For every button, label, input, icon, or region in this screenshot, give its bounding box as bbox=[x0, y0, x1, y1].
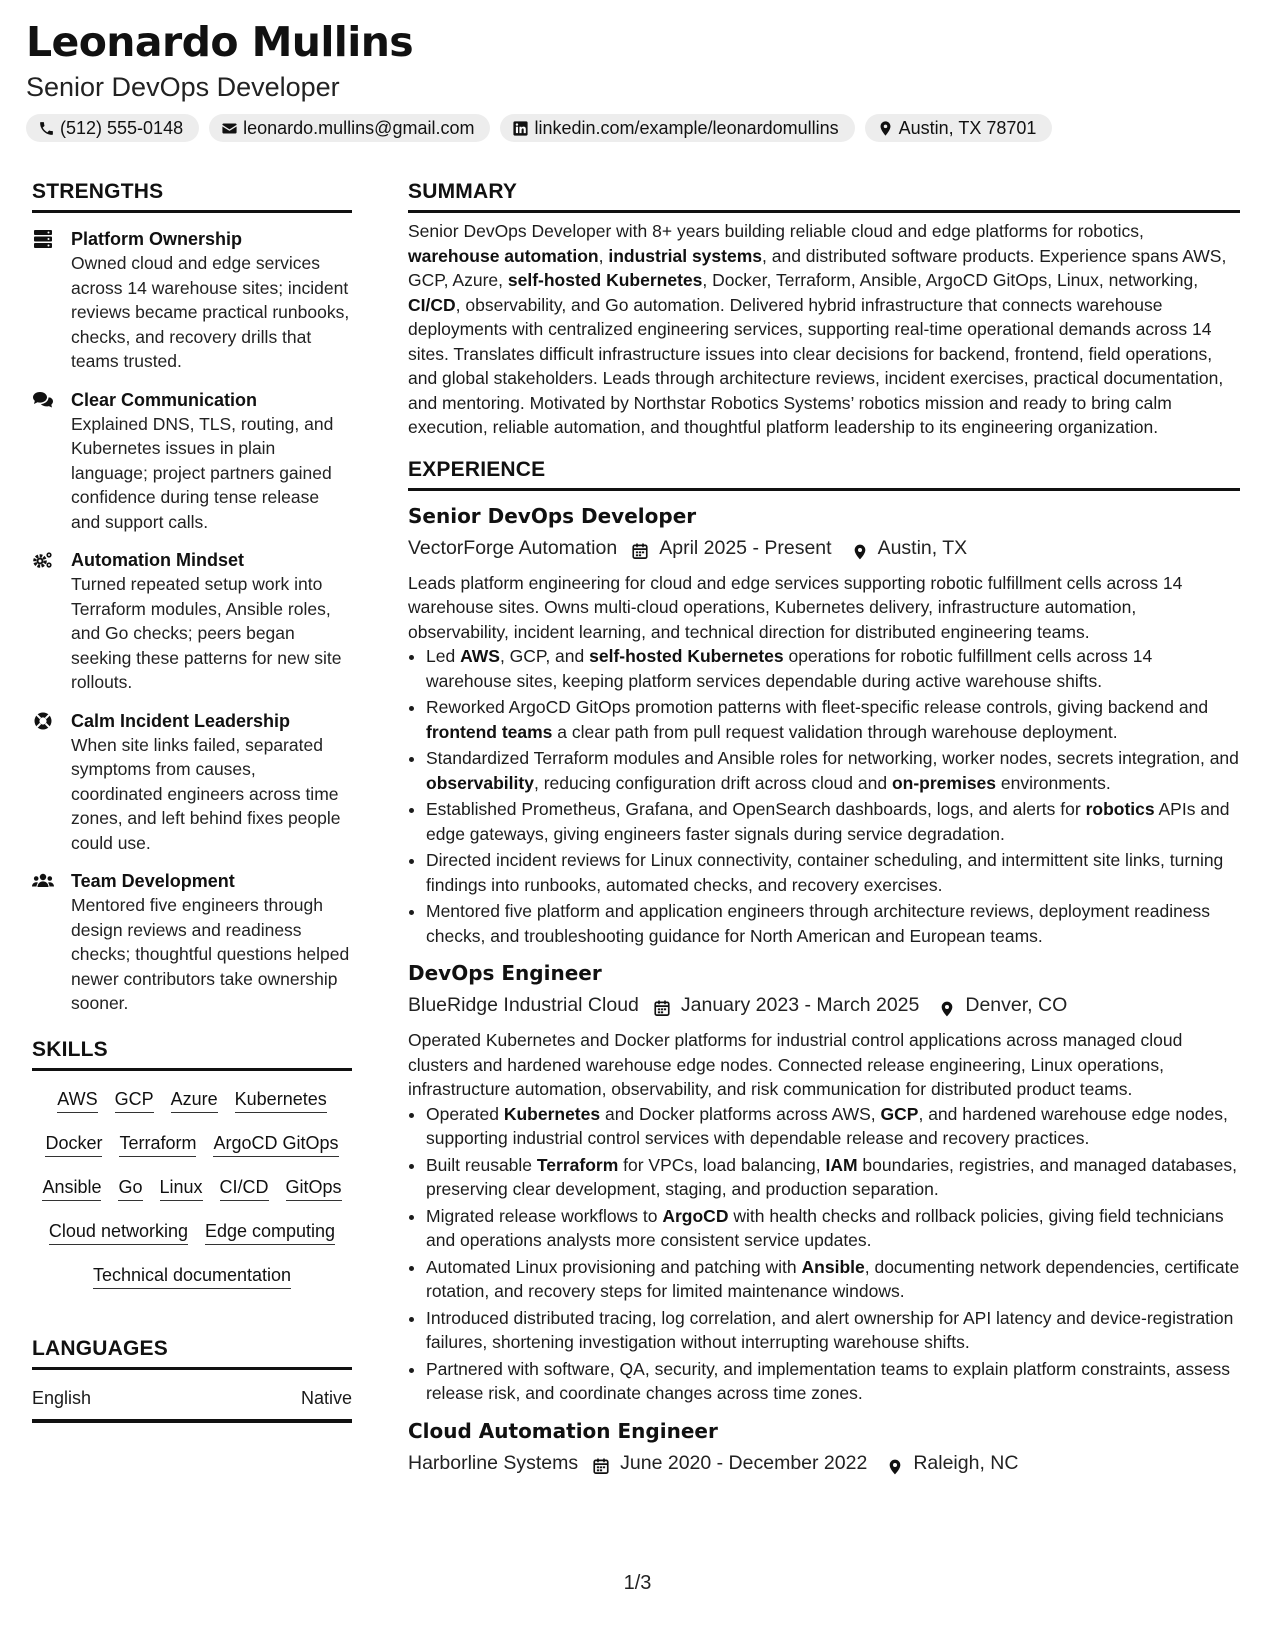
bullet-item bbox=[426, 1306, 1240, 1355]
job-company: BlueRidge Industrial Cloud bbox=[408, 994, 639, 1016]
location-pin-icon bbox=[877, 120, 894, 137]
skill-tag: Docker bbox=[45, 1131, 102, 1157]
strength-desc: Mentored five engineers through design reviews and readiness checks; thoughtful questions helped newer contributors take ownership sooner. bbox=[71, 895, 350, 1013]
experience-heading: EXPERIENCE bbox=[408, 458, 1240, 491]
job-dates: April 2025 - Present bbox=[659, 536, 832, 559]
skill-tag: Cloud networking bbox=[49, 1219, 188, 1245]
life-ring-icon bbox=[32, 711, 54, 731]
bullet-item bbox=[426, 1255, 1240, 1304]
contact-bar bbox=[26, 114, 1052, 142]
job-bullets bbox=[408, 644, 1240, 948]
server-stack-icon bbox=[32, 229, 54, 249]
contact-phone[interactable] bbox=[26, 114, 199, 142]
strength-title: Automation Mindset bbox=[71, 550, 244, 570]
job-meta bbox=[408, 990, 1240, 1020]
location-pin-icon bbox=[852, 539, 868, 557]
job-dates: January 2023 - March 2025 bbox=[680, 994, 920, 1016]
text-segment: , and hardened warehouse edge nodes, supporting industrial control services with dependable release and recovery practices. bbox=[426, 1103, 1228, 1148]
bullet-item bbox=[426, 848, 1240, 897]
strength-item bbox=[32, 388, 352, 535]
language-name: English bbox=[32, 1387, 92, 1408]
text-segment: Reworked ArgoCD GitOps promotion patterns with fleet-specific release controls, giving backend and bbox=[426, 697, 1209, 717]
strength-desc: Turned repeated setup work into Terraform modules, Ansible roles, and Go checks; peers began seeking these patterns for new site rollouts. bbox=[71, 574, 342, 692]
skill-tag: Linux bbox=[160, 1175, 203, 1201]
text-segment: Migrated release workflows to bbox=[426, 1205, 663, 1226]
location-pin-icon bbox=[887, 1454, 903, 1472]
job-entry bbox=[408, 958, 1240, 1406]
job-location: Denver, CO bbox=[965, 994, 1068, 1016]
bold-text: IAM bbox=[825, 1154, 858, 1175]
strength-item bbox=[32, 869, 352, 1016]
bullet-item bbox=[426, 1153, 1240, 1202]
email-icon bbox=[221, 120, 238, 137]
calendar-icon bbox=[653, 996, 671, 1014]
bullet-item bbox=[426, 1102, 1240, 1151]
skill-tag: Azure bbox=[171, 1087, 218, 1113]
skill-tag: GCP bbox=[115, 1087, 154, 1113]
calendar-icon bbox=[631, 539, 649, 557]
language-row bbox=[32, 1370, 352, 1423]
bullet-item bbox=[426, 1357, 1240, 1406]
languages-heading: LANGUAGES bbox=[32, 1337, 352, 1370]
strength-item bbox=[32, 227, 352, 374]
phone-icon bbox=[38, 120, 55, 137]
chat-bubbles-icon bbox=[32, 390, 54, 410]
job-meta bbox=[408, 533, 1240, 563]
text-segment: Mentored five platform and application engineers through architecture reviews, deployment readiness checks, and troubleshooting guidance for North American and European teams. bbox=[426, 901, 1211, 946]
text-segment: Partnered with software, QA, security, and implementation teams to explain platform constraints, assess release risk, and coordinate changes across time zones. bbox=[426, 1358, 1231, 1403]
text-segment: Established Prometheus, Grafana, and OpenSearch dashboards, logs, and alerts for bbox=[426, 799, 1086, 819]
bold-text: AWS bbox=[460, 646, 500, 666]
job-dates: June 2020 - December 2022 bbox=[620, 1451, 868, 1474]
job-company: VectorForge Automation bbox=[408, 536, 618, 559]
text-segment: Operated bbox=[426, 1103, 504, 1124]
skill-tag: Technical documentation bbox=[93, 1263, 291, 1289]
summary-heading: SUMMARY bbox=[408, 180, 1240, 213]
bold-text: on-premises bbox=[891, 772, 997, 793]
bold-text: Kubernetes bbox=[503, 1103, 601, 1124]
text-segment: and Docker platforms across AWS, bbox=[600, 1103, 881, 1124]
contact-location bbox=[865, 114, 1053, 142]
text-segment: environments. bbox=[996, 772, 1111, 793]
bold-text: self-hosted Kubernetes bbox=[589, 646, 784, 666]
bullet-item bbox=[426, 797, 1240, 846]
skill-tag: Go bbox=[118, 1175, 142, 1201]
job-location: Raleigh, NC bbox=[913, 1451, 1019, 1474]
left-column bbox=[32, 180, 352, 1423]
text-segment: Built reusable bbox=[426, 1154, 537, 1175]
job-title: DevOps Engineer bbox=[408, 961, 602, 985]
bold-text: robotics bbox=[1085, 799, 1155, 819]
strength-desc: Owned cloud and edge services across 14 warehouse sites; incident reviews became practical runbooks, checks, and recovery drills that teams trusted. bbox=[71, 253, 350, 371]
job-entry bbox=[408, 1416, 1240, 1478]
bullet-item bbox=[426, 695, 1240, 744]
text-segment: with health checks and rollback policies, giving field technicians and operations analysts more consistent service updates. bbox=[426, 1205, 1224, 1250]
job-location: Austin, TX bbox=[877, 536, 968, 559]
text-segment: Automated Linux provisioning and patching with bbox=[426, 1256, 802, 1277]
skill-tag: Edge computing bbox=[205, 1219, 335, 1245]
text-segment: operations for robotic fulfillment cells across 14 warehouse sites, keeping platform services dependable during active warehouse shifts. bbox=[426, 646, 1153, 691]
skills-heading: SKILLS bbox=[32, 1038, 352, 1071]
strength-item bbox=[32, 548, 352, 695]
strength-desc: When site links failed, separated symptoms from causes, coordinated engineers across time zones, and left behind fixes people could use. bbox=[71, 734, 341, 853]
skill-tag: ArgoCD GitOps bbox=[213, 1131, 338, 1157]
location-pin-icon bbox=[939, 996, 955, 1014]
bold-text: GCP bbox=[880, 1103, 919, 1124]
job-bullets bbox=[408, 1102, 1240, 1406]
strength-title: Clear Communication bbox=[71, 389, 258, 410]
linkedin-icon bbox=[512, 120, 529, 137]
users-icon bbox=[32, 871, 54, 891]
experience-list bbox=[408, 501, 1240, 1478]
text-segment: , observability, and Go automation. Delivered hybrid infrastructure that connects warehouse deployments with centralized engineering services, supporting real-time operational demands across 14 sites. Translates difficult infrastructure issues into clear decisions for backend, frontend, field operations, and global stakeholders. Leads through architecture reviews, incident exercises, practical documentation, and mentoring. Motivated by Northstar Robotics Systems’ robotics mission and ready to bring calm execution, reliable automation, and thoughtful platform leadership to its engineering organization. bbox=[408, 294, 1224, 437]
skills-section bbox=[32, 1038, 352, 1289]
contact-email-text: leonardo.mullins@gmail.com bbox=[243, 117, 475, 138]
candidate-role: Senior DevOps Developer bbox=[26, 72, 340, 102]
text-segment: Directed incident reviews for Linux connectivity, container scheduling, and intermittent site links, turning findings into runbooks, automated checks, and recovery exercises. bbox=[426, 850, 1224, 895]
text-segment: , documenting network dependencies, certificate rotation, and recovery steps for limited maintenance windows. bbox=[426, 1256, 1240, 1301]
text-segment: for VPCs, load balancing, bbox=[618, 1154, 826, 1175]
candidate-name: Leonardo Mullins bbox=[26, 18, 414, 66]
job-description: Operated Kubernetes and Docker platforms for industrial control applications across managed cloud clusters and hardened warehouse edge nodes. Connected release engineering, Linux operations, infrastructure automation, observability, and risk communication for distributed product teams. bbox=[408, 1030, 1183, 1099]
bullet-item bbox=[426, 899, 1240, 948]
bold-text: Ansible bbox=[801, 1256, 865, 1277]
page-number: 1/3 bbox=[623, 1572, 652, 1594]
bold-text: industrial systems bbox=[608, 245, 762, 266]
skill-tag: AWS bbox=[57, 1087, 97, 1113]
bullet-item bbox=[426, 1204, 1240, 1253]
skill-tag: GitOps bbox=[286, 1175, 342, 1201]
text-segment: Led bbox=[426, 646, 461, 666]
text-segment: APIs and edge gateways, giving engineers faster signals during service degradation. bbox=[426, 799, 1230, 844]
bold-text: self-hosted Kubernetes bbox=[507, 270, 703, 290]
job-title: Senior DevOps Developer bbox=[408, 503, 697, 528]
text-segment: , GCP, and bbox=[499, 646, 590, 666]
text-segment: , bbox=[598, 245, 609, 266]
skill-tag: Ansible bbox=[42, 1175, 101, 1201]
text-segment: boundaries, registries, and managed databases, preserving clear development, staging, and production separation. bbox=[426, 1154, 1237, 1199]
text-segment: , and distributed software products. Experience spans AWS, GCP, Azure, bbox=[408, 245, 1227, 290]
job-company: Harborline Systems bbox=[408, 1451, 579, 1474]
text-segment: Standardized Terraform modules and Ansible roles for networking, worker nodes, secrets integration, and bbox=[426, 748, 1239, 768]
skills-list bbox=[32, 1071, 352, 1289]
gears-icon bbox=[32, 550, 54, 570]
job-description: Leads platform engineering for cloud and edge services supporting robotic fulfillment cells across 14 warehouse sites. Owns multi-cloud operations, Kubernetes delivery, infrastructure automation, observability, incident learning, and technical direction for distributed engineering teams. bbox=[408, 572, 1183, 642]
contact-phone-text: (512) 555-0148 bbox=[60, 117, 184, 138]
bold-text: warehouse automation bbox=[408, 245, 599, 266]
bold-text: observability bbox=[426, 772, 534, 793]
skill-tag: CI/CD bbox=[220, 1175, 269, 1201]
contact-location-text: Austin, TX 78701 bbox=[898, 117, 1037, 138]
job-entry bbox=[408, 501, 1240, 949]
contact-email[interactable] bbox=[209, 114, 490, 142]
strength-title: Team Development bbox=[71, 871, 235, 891]
right-column bbox=[408, 180, 1240, 1478]
language-level: Native bbox=[300, 1387, 352, 1408]
text-segment: Introduced distributed tracing, log correlation, and alert ownership for API latency and device-registration failures, shortening investigation without interrupting warehouse shifts. bbox=[426, 1307, 1234, 1352]
strength-title: Calm Incident Leadership bbox=[71, 710, 291, 731]
contact-linkedin[interactable] bbox=[500, 114, 854, 142]
job-title: Cloud Automation Engineer bbox=[408, 1418, 718, 1443]
summary-text bbox=[408, 219, 1240, 440]
contact-linkedin-text: linkedin.com/example/leonardomullins bbox=[534, 117, 839, 138]
skill-tag: Kubernetes bbox=[235, 1087, 327, 1113]
bold-text: Terraform bbox=[536, 1154, 619, 1175]
bold-text: frontend teams bbox=[426, 721, 553, 742]
strengths-heading: STRENGTHS bbox=[32, 180, 352, 213]
skill-tag: Terraform bbox=[119, 1131, 196, 1157]
text-segment: a clear path from pull request validation through warehouse deployment. bbox=[552, 721, 1118, 742]
job-meta bbox=[408, 1448, 1240, 1478]
text-segment: Senior DevOps Developer with 8+ years building reliable cloud and edge platforms for robotics, bbox=[408, 221, 1144, 241]
strength-item bbox=[32, 709, 352, 856]
bold-text: CI/CD bbox=[408, 294, 456, 315]
languages-section bbox=[32, 1337, 352, 1423]
strength-desc: Explained DNS, TLS, routing, and Kubernetes issues in plain language; project partners gained confidence during tense release and support calls. bbox=[71, 413, 334, 532]
bullet-item bbox=[426, 644, 1240, 693]
calendar-icon bbox=[592, 1454, 610, 1472]
text-segment: , reducing configuration drift across cloud and bbox=[533, 772, 892, 793]
strength-title: Platform Ownership bbox=[71, 229, 243, 249]
text-segment: , Docker, Terraform, Ansible, ArgoCD GitOps, Linux, networking, bbox=[702, 270, 1199, 290]
bold-text: ArgoCD bbox=[662, 1205, 729, 1226]
bullet-item bbox=[426, 746, 1240, 795]
